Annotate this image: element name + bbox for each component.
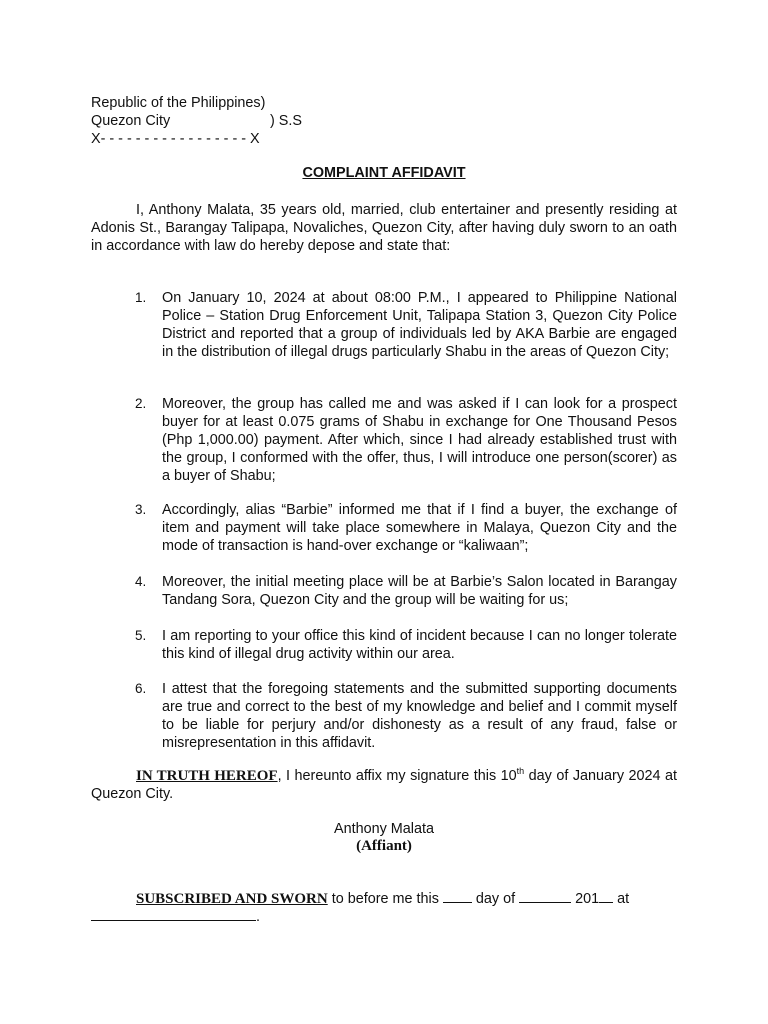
item-number: 2.	[135, 396, 147, 411]
truth-lead: IN TRUTH HEREOF	[136, 768, 278, 784]
statement-item	[91, 573, 677, 609]
truth-sup: th	[516, 766, 525, 777]
header-city: Quezon City	[91, 113, 171, 129]
statement-item	[91, 680, 677, 752]
item-text: Accordingly, alias “Barbie” informed me that if I find a buyer, the exchange of item and payment will take place somewhere in Malaya, Quezon City and the mode of transaction is hand-over exchange or “kaliwaan”;	[162, 502, 677, 554]
statement-item	[91, 627, 677, 663]
header-republic: Republic of the Philippines)	[91, 95, 266, 111]
statement-item	[91, 289, 677, 361]
item-text: On January 10, 2024 at about 08:00 P.M., I appeared to Philippine National Police – Station Drug Enforcement Unit, Talipapa Station 3, Quezon City Police District and reported that a group of individuals led by AKA Barbie are engaged in the distribution of illegal drugs particularly Shabu in the areas of Quezon City;	[162, 290, 677, 360]
truth-text-end: day of January 2024 at Quezon City.	[91, 768, 677, 802]
intro-paragraph: I, Anthony Malata, 35 years old, married, club entertainer and presently residing at Adonis St., Barangay Talipapa, Novaliches, Quezon City, after having duly sworn to an oath in accordance with law do hereby depose and state that:	[91, 202, 677, 254]
item-number: 6.	[135, 681, 147, 696]
item-text: Moreover, the group has called me and was asked if I can look for a prospect buyer for at least 0.075 grams of Shabu in exchange for One Thousand Pesos (Php 1,000.00) payment. After which, since I had already established trust with the group, I conformed with the offer, thus, I will introduce one person(scorer) as a buyer of Shabu;	[162, 396, 677, 484]
jurat-text: 201	[571, 891, 600, 907]
item-number: 5.	[135, 628, 147, 643]
header-separator: X- - - - - - - - - - - - - - - - - X	[91, 131, 260, 147]
header-ss: ) S.S	[270, 113, 302, 129]
item-number: 3.	[135, 502, 147, 517]
jurat-year-blank	[599, 890, 613, 903]
jurat-text: at	[613, 891, 630, 907]
jurat-place-blank	[91, 908, 256, 921]
document-title: COMPLAINT AFFIDAVIT	[302, 165, 466, 181]
jurat-text: to before me this	[327, 891, 443, 907]
signature-role: (Affiant)	[356, 838, 412, 854]
jurat-text: day of	[471, 891, 520, 907]
jurat-month-blank	[519, 890, 571, 903]
item-text: I am reporting to your office this kind of incident because I can no longer tolerate this kind of illegal drug activity within our area.	[162, 628, 677, 662]
item-text: Moreover, the initial meeting place will be at Barbie’s Salon located in Barangay Tandang Sora, Quezon City and the group will be waiting for us;	[162, 574, 677, 608]
item-number: 4.	[135, 574, 147, 589]
jurat-lead: SUBSCRIBED AND SWORN	[136, 891, 328, 907]
signature-name: Anthony Malata	[334, 821, 434, 837]
statement-item	[91, 501, 677, 555]
jurat-text-end: .	[256, 909, 260, 925]
truth-paragraph	[91, 767, 677, 803]
jurat-day-blank	[443, 890, 472, 903]
jurat-paragraph	[91, 890, 677, 926]
item-text: I attest that the foregoing statements and the submitted supporting documents are true and correct to the best of my knowledge and belief and I commit myself to be liable for perjury and/or dishonesty as a result of any fraud, false or misrepresentation in this affidavit.	[162, 681, 677, 751]
statement-item	[91, 395, 677, 485]
truth-text: , I hereunto affix my signature this 10	[277, 768, 517, 784]
item-number: 1.	[135, 290, 147, 305]
